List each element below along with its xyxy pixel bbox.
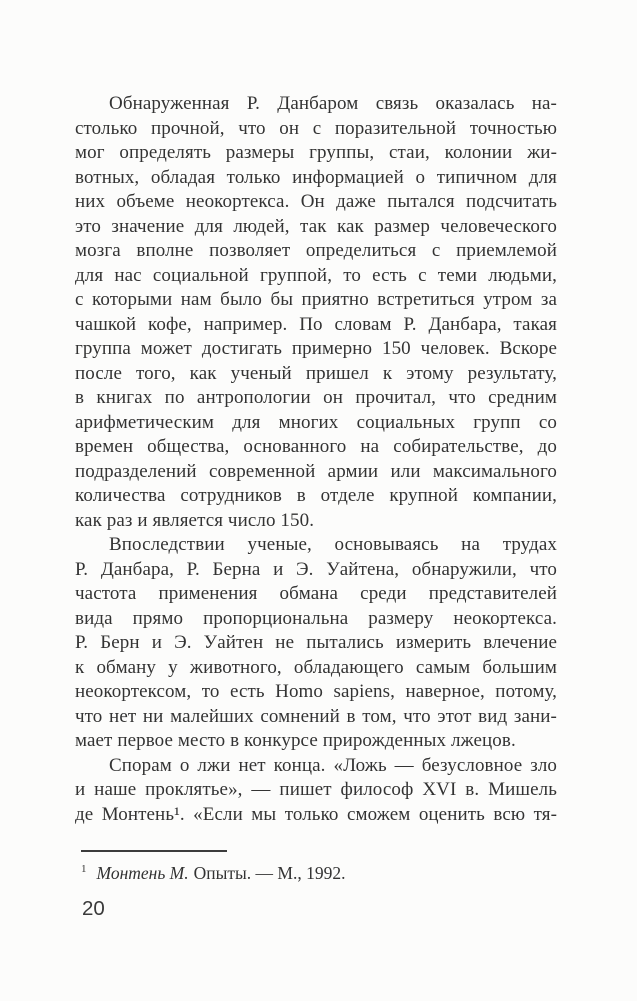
- text-line: вида прямо пропорциональна размеру неокортекса.: [75, 607, 557, 629]
- text-line: неокортексом, то есть Homo sapiens, наверное, потому,: [75, 681, 557, 702]
- text-line: группа может достигать примерно 150 человек. Вскоре: [75, 338, 557, 359]
- footnote-marker: 1: [81, 863, 87, 875]
- page-number: 20: [82, 897, 105, 920]
- text-line: подразделений современной армии или максимального: [75, 460, 557, 482]
- text-line: с которыми нам было бы приятно встретиться утром за: [75, 289, 557, 310]
- text-line: для нас социальной группой, то есть с теми людьми,: [75, 264, 557, 286]
- text-line: них объеме неокортекса. Он даже пытался подсчитать: [75, 191, 557, 212]
- text-line: столько прочной, что он с поразительной точностью: [75, 117, 557, 139]
- footnote: [75, 857, 557, 885]
- text-line: как раз и является число 150.: [75, 509, 315, 531]
- footnote-author: Монтень М.: [96, 862, 189, 883]
- text-line: Впоследствии ученые, основываясь на трудах: [109, 534, 557, 555]
- text-line: вотных, обладая только информацией о типичном для: [75, 166, 557, 188]
- body-text: [75, 92, 557, 827]
- paragraph-1: [75, 92, 557, 533]
- paragraph-2: [75, 533, 557, 754]
- text-line: мозга вполне позволяет определиться с приемлемой: [75, 240, 557, 261]
- text-line: мог определять размеры группы, стаи, колонии жи-: [75, 142, 557, 163]
- text-line: и наше проклятье», — пишет философ XVI в. Мишель: [75, 779, 557, 800]
- text-line: чашкой кофе, например. По словам Р. Данбара, такая: [75, 313, 557, 335]
- footnote-text: Опыты. — М., 1992.: [193, 862, 346, 883]
- text-line: что нет ни малейших сомнений в том, что этот вид зани-: [75, 705, 557, 727]
- text-line: времен общества, основанного на собирательстве, до: [75, 436, 557, 457]
- text-line: Обнаруженная Р. Данбаром связь оказалась на-: [109, 93, 557, 114]
- text-line: де Монтень¹. «Если мы только сможем оценить всю тя-: [75, 803, 557, 825]
- text-line: мает первое место в конкурсе прирожденных лжецов.: [75, 730, 516, 751]
- text-line: к обману у животного, обладающего самым большим: [75, 656, 557, 678]
- text-line: Р. Берн и Э. Уайтен не пытались измерить влечение: [75, 632, 557, 653]
- text-line: в книгах по антропологии он прочитал, что средним: [75, 387, 557, 408]
- text-line: количества сотрудников в отделе крупной компании,: [75, 485, 557, 506]
- text-line: это значение для людей, так как размер человеческого: [75, 215, 557, 237]
- paragraph-3: [75, 754, 557, 828]
- text-line: частота применения обмана среди представителей: [75, 583, 557, 604]
- text-line: арифметическим для многих социальных групп со: [75, 411, 557, 433]
- footnote-divider: [81, 850, 227, 852]
- text-line: Р. Данбара, Р. Берна и Э. Уайтена, обнаружили, что: [75, 558, 557, 580]
- text-line: после того, как ученый пришел к этому результату,: [75, 362, 557, 384]
- text-line: Спорам о лжи нет конца. «Ложь — безусловное зло: [109, 754, 557, 776]
